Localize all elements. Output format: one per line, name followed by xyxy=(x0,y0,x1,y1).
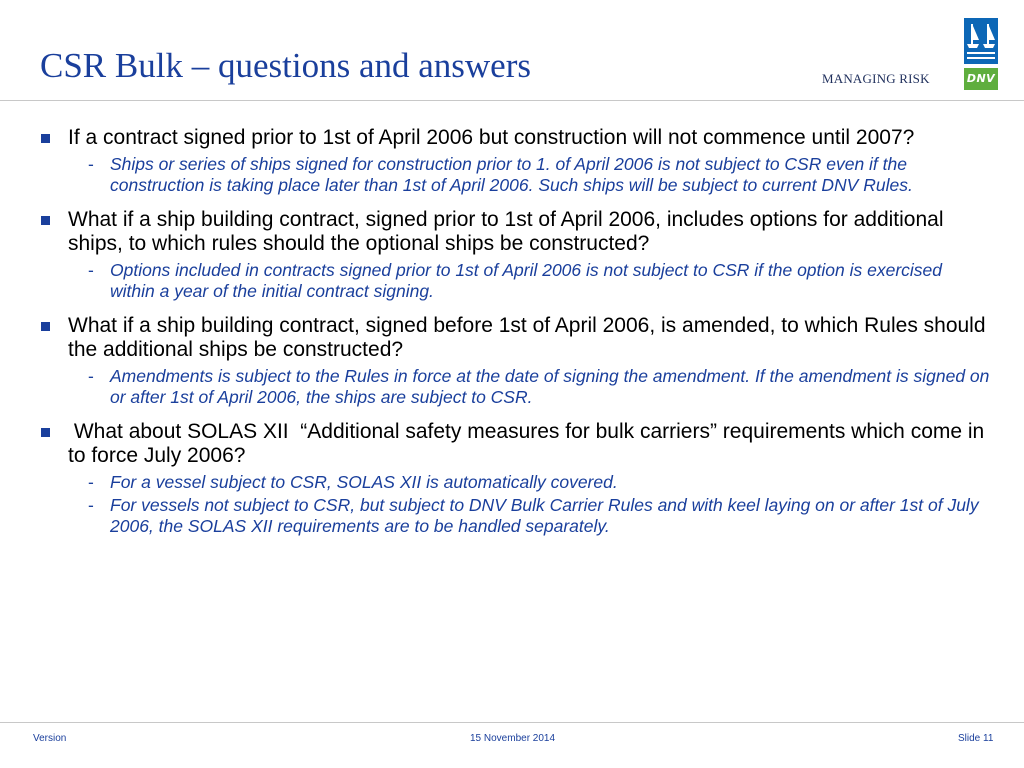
dnv-logo-text: DNV xyxy=(966,72,996,85)
sub-item xyxy=(68,472,990,493)
dnv-logo xyxy=(964,18,998,90)
sub-item xyxy=(68,366,990,408)
sub-item xyxy=(68,495,990,537)
sub-list xyxy=(68,154,990,196)
footer-slide-number: Slide 11 xyxy=(958,733,994,744)
footer-divider xyxy=(0,722,1024,723)
dnv-wordmark xyxy=(964,68,998,90)
dnv-ship-logo-icon xyxy=(964,18,998,64)
sub-text: Amendments is subject to the Rules in force at the date of signing the amendment. If the amendment is signed on or after 1st of April 2006, the ships are subject to CSR. xyxy=(110,366,990,407)
sub-list xyxy=(68,472,990,537)
sub-item xyxy=(68,260,990,302)
sub-list xyxy=(68,260,990,302)
bullet-text: What about SOLAS XII “Additional safety measures for bulk carriers” requirements which come in to force July 2006? xyxy=(68,420,991,467)
footer-date: 15 November 2014 xyxy=(470,733,556,744)
tagline: MANAGING RISK xyxy=(822,71,930,86)
sub-item xyxy=(68,154,990,196)
square-bullet-icon xyxy=(41,322,50,331)
sub-text: For a vessel subject to CSR, SOLAS XII is automatically covered. xyxy=(110,472,618,492)
dash-marker: - xyxy=(88,495,94,515)
bullet-text: If a contract signed prior to 1st of April 2006 but construction will not commence until 2007? xyxy=(68,126,915,149)
sub-text: Ships or series of ships signed for construction prior to 1. of April 2006 is not subject to CSR even if the construction is taking place later than 1st of April 2006. Such ships will be subject to current DNV Rules. xyxy=(110,154,913,195)
bullet-item xyxy=(40,126,990,196)
dash-marker: - xyxy=(88,472,94,492)
bullet-item xyxy=(40,208,990,302)
bullet-item xyxy=(40,420,990,537)
dash-marker: - xyxy=(88,366,94,386)
bullet-text: What if a ship building contract, signed prior to 1st of April 2006, includes options for additional ships, to which rules should the optional ships be constructed? xyxy=(68,208,944,255)
sub-text: For vessels not subject to CSR, but subject to DNV Bulk Carrier Rules and with keel laying on or after 1st of July 2006, the SOLAS XII requirements are to be handled separately. xyxy=(110,495,979,536)
square-bullet-icon xyxy=(41,216,50,225)
dash-marker: - xyxy=(88,260,94,280)
sub-list xyxy=(68,366,990,408)
square-bullet-icon xyxy=(41,428,50,437)
footer-version: Version xyxy=(33,733,67,744)
sub-text: Options included in contracts signed prior to 1st of April 2006 is not subject to CSR if the option is exercised within a year of the initial contract signing. xyxy=(110,260,943,301)
bullet-text: What if a ship building contract, signed before 1st of April 2006, is amended, to which Rules should the additional ships be constructed? xyxy=(68,314,986,361)
slide-title: CSR Bulk – questions and answers xyxy=(40,46,531,85)
bullet-list xyxy=(40,126,990,549)
title-divider xyxy=(0,100,1024,101)
bullet-item xyxy=(40,314,990,408)
dash-marker: - xyxy=(88,154,94,174)
square-bullet-icon xyxy=(41,134,50,143)
